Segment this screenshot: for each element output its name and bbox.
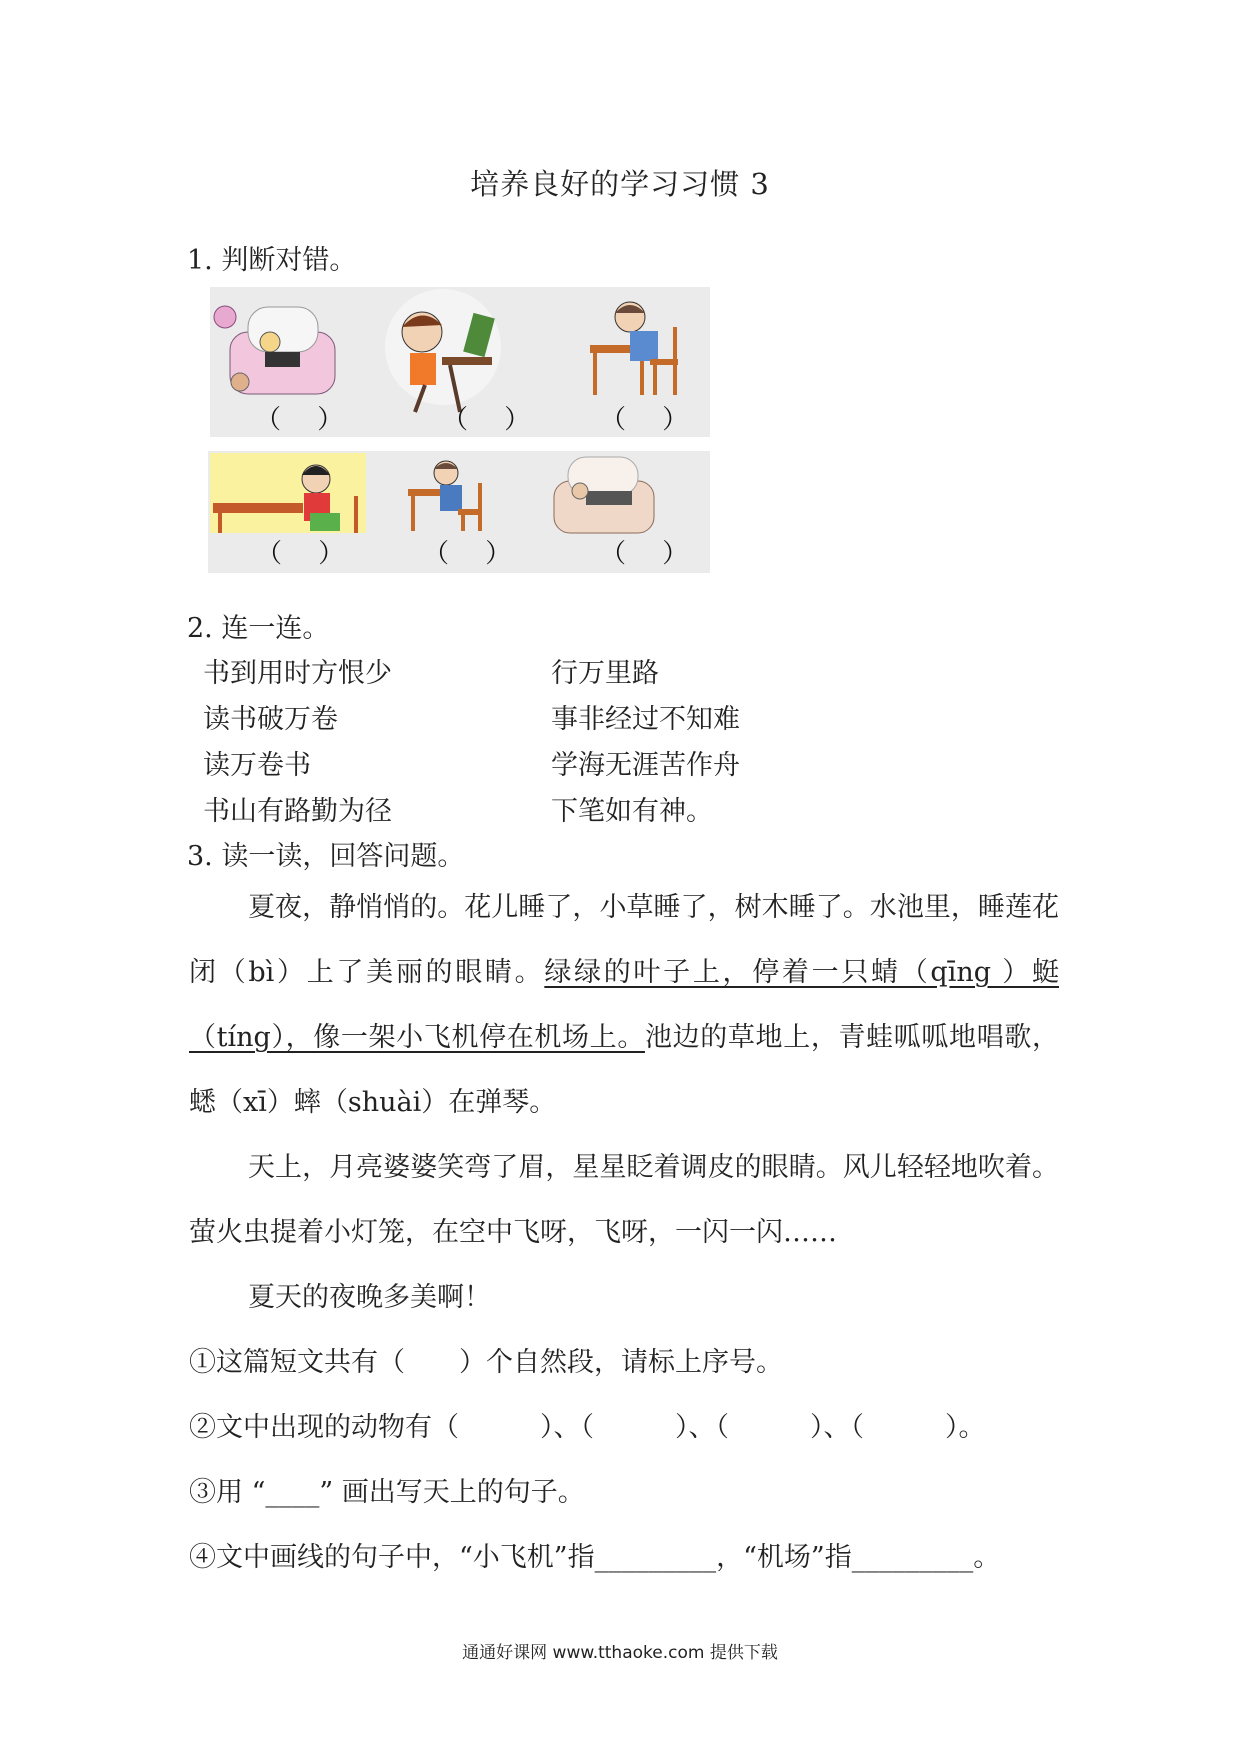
image-panel-row-2 (208, 451, 710, 573)
left-phrase-3[interactable]: 读万卷书 (203, 750, 311, 781)
sub-question-1: ①这篇短文共有（ ）个自然段，请标上序号。 (189, 1347, 783, 1378)
paragraph-1 (189, 875, 1059, 1135)
answer-paren-6[interactable]: （ ） (600, 539, 703, 569)
underlined-sentence: 绿绿的叶子上，停着一只蜻（qīng ）蜓（tíng），像一架小飞机停在机场上。 (189, 957, 1059, 1053)
child-reading-lying-on-sofa (554, 457, 654, 533)
question-2-heading: 2. 连一连。 (187, 613, 330, 644)
sub-question-3: ③用 “____” 画出写天上的句子。 (189, 1477, 585, 1508)
answer-paren-4[interactable]: （ ） (256, 539, 359, 569)
footer-credit: 通通好课网 www.tthaoke.com 提供下载 (462, 1643, 778, 1663)
girl-reading-in-armchair (214, 306, 335, 394)
sub-question-2: ②文中出现的动物有（ ）、（ ）、（ ）、（ ）。 (189, 1412, 986, 1443)
answer-paren-5[interactable]: （ ） (423, 539, 526, 569)
right-phrase-4[interactable]: 下笔如有神。 (551, 796, 713, 827)
paragraph-1-text-a: 夏夜，静悄悄的。花儿睡了，小草睡了，树木睡了。水池里，睡莲花闭（bì）上了美丽的眼睛。 (189, 892, 1059, 988)
image-panel-row-1 (210, 287, 710, 437)
left-phrase-2[interactable]: 读书破万卷 (203, 704, 338, 735)
girl-writing-at-desk (210, 453, 366, 533)
right-phrase-2[interactable]: 事非经过不知难 (551, 704, 740, 735)
answer-paren-1[interactable]: （ ） (255, 405, 358, 435)
paragraph-1-text-b: 池边的草地上，青蛙呱呱地唱歌，蟋（xī）蟀（shuài）在弹琴。 (189, 1022, 1059, 1118)
page-title: 培养良好的学习习惯 3 (470, 167, 770, 201)
reading-passage (189, 875, 1059, 1590)
left-phrase-4[interactable]: 书山有路勤为径 (203, 796, 392, 827)
question-3-heading: 3. 读一读，回答问题。 (187, 841, 465, 872)
right-phrase-3[interactable]: 学海无涯苦作舟 (551, 750, 740, 781)
left-phrase-1[interactable]: 书到用时方恨少 (203, 658, 392, 689)
answer-paren-2[interactable]: （ ） (442, 405, 545, 435)
right-phrase-1[interactable]: 行万里路 (551, 658, 659, 689)
boy-using-computer (385, 289, 501, 412)
paragraph-2: 天上，月亮婆婆笑弯了眉，星星眨着调皮的眼睛。风儿轻轻地吹着。萤火虫提着小灯笼，在空中飞呀，飞呀，一闪一闪…… (189, 1152, 1059, 1248)
sub-question-4: ④文中画线的句子中，“小飞机”指_________，“机场”指_________。 (189, 1542, 1001, 1573)
boy-reading-at-desk (590, 302, 678, 395)
paragraph-3: 夏天的夜晚多美啊！ (248, 1282, 491, 1313)
answer-paren-3[interactable]: （ ） (600, 405, 703, 435)
question-1-heading: 1. 判断对错。 (187, 245, 357, 276)
boy-reading-at-desk-small (408, 461, 482, 531)
